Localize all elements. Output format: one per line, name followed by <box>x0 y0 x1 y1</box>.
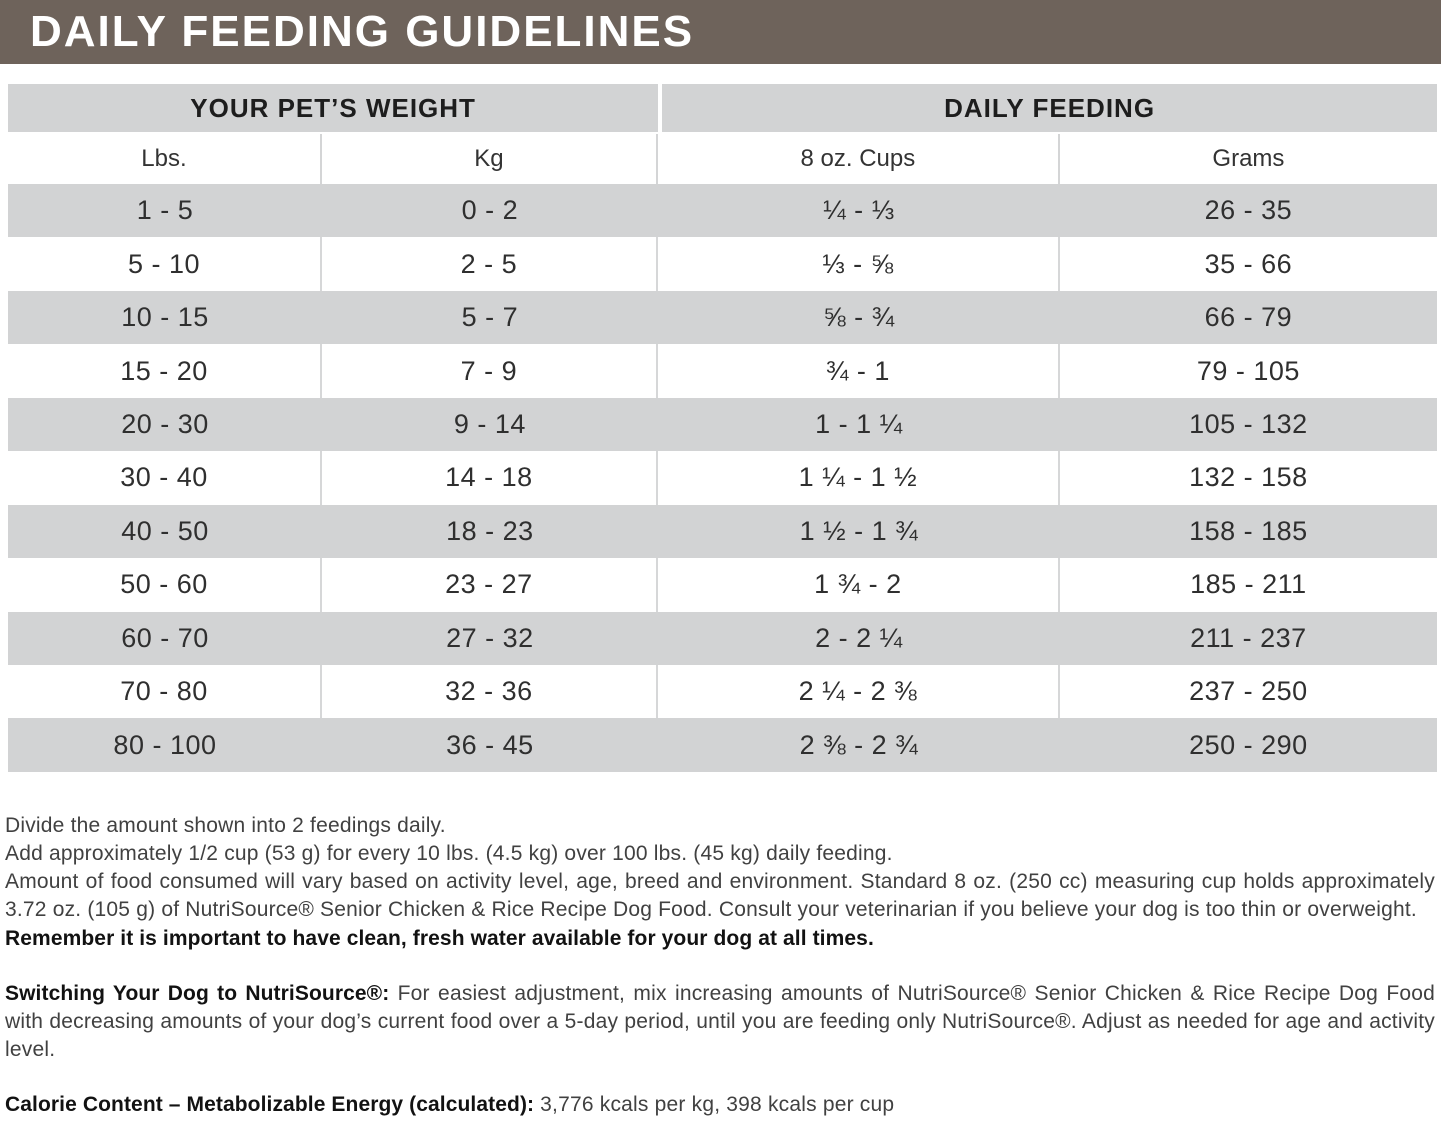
note-fresh-water: Remember it is important to have clean, fresh water available for your dog at all times. <box>5 926 874 950</box>
group-header-daily-feeding: DAILY FEEDING <box>662 84 1437 132</box>
cell-grams: 79 - 105 <box>1060 344 1437 397</box>
feeding-notes <box>5 812 1435 1120</box>
cell-grams: 66 - 79 <box>1060 291 1437 344</box>
column-header-lbs: Lbs. <box>8 134 322 184</box>
note-calorie-content <box>5 1091 1435 1119</box>
cell-lbs: 1 - 5 <box>8 184 322 237</box>
table-row <box>8 398 1437 451</box>
cell-cups: 1 - 1 ¼ <box>658 398 1060 451</box>
cell-kg: 7 - 9 <box>322 344 658 397</box>
cell-grams: 132 - 158 <box>1060 451 1437 504</box>
cell-grams: 158 - 185 <box>1060 505 1437 558</box>
calorie-label: Calorie Content – Metabolizable Energy (calculated): <box>5 1093 535 1117</box>
table-row <box>8 344 1437 397</box>
cell-kg: 32 - 36 <box>322 665 658 718</box>
table-column-header-row <box>8 134 1437 184</box>
table-row <box>8 451 1437 504</box>
cell-cups: ⅓ - ⅝ <box>658 237 1060 290</box>
table-row <box>8 291 1437 344</box>
cell-grams: 250 - 290 <box>1060 718 1437 771</box>
table-row <box>8 558 1437 611</box>
cell-lbs: 30 - 40 <box>8 451 322 504</box>
cell-cups: 2 - 2 ¼ <box>658 612 1060 665</box>
cell-kg: 2 - 5 <box>322 237 658 290</box>
cell-lbs: 20 - 30 <box>8 398 322 451</box>
table-row <box>8 237 1437 290</box>
cell-lbs: 70 - 80 <box>8 665 322 718</box>
table-row <box>8 505 1437 558</box>
cell-lbs: 10 - 15 <box>8 291 322 344</box>
notes-spacer <box>5 1064 1435 1091</box>
cell-kg: 9 - 14 <box>322 398 658 451</box>
cell-cups: ⅝ - ¾ <box>658 291 1060 344</box>
note-amount-varies: Amount of food consumed will vary based on activity level, age, breed and environment. Standard 8 oz. (250 cc) measuring cup holds approximately 3.72 oz. (105 g) of NutriSource® Senior Chicken & Rice Recipe Dog Food. Consult your veterinarian if you believe your dog is too thin or overweight. <box>5 870 1435 922</box>
switching-text: For easiest adjustment, mix increasing amounts of NutriSource® Senior Chicken & Rice Recipe Dog Food with decreasing amounts of your dog’s current food over a 5-day period, until you are feeding only NutriSource®. Adjust as needed for age and activity level. <box>5 981 1435 1062</box>
cell-lbs: 60 - 70 <box>8 612 322 665</box>
table-row <box>8 184 1437 237</box>
cell-cups: 1 ¼ - 1 ½ <box>658 451 1060 504</box>
cell-cups: 2 ⅜ - 2 ¾ <box>658 718 1060 771</box>
cell-kg: 27 - 32 <box>322 612 658 665</box>
note-add-half-cup: Add approximately 1/2 cup (53 g) for every 10 lbs. (4.5 kg) over 100 lbs. (45 kg) daily feeding. <box>5 842 893 866</box>
cell-grams: 211 - 237 <box>1060 612 1437 665</box>
cell-lbs: 50 - 60 <box>8 558 322 611</box>
cell-lbs: 5 - 10 <box>8 237 322 290</box>
cell-cups: 1 ¾ - 2 <box>658 558 1060 611</box>
cell-cups: 2 ¼ - 2 ⅜ <box>658 665 1060 718</box>
page-title: DAILY FEEDING GUIDELINES <box>30 7 695 56</box>
cell-grams: 237 - 250 <box>1060 665 1437 718</box>
cell-lbs: 80 - 100 <box>8 718 322 771</box>
table-group-header-row <box>8 84 1437 132</box>
cell-kg: 36 - 45 <box>322 718 658 771</box>
feeding-guidelines-table <box>8 84 1437 772</box>
cell-grams: 35 - 66 <box>1060 237 1437 290</box>
notes-spacer <box>5 953 1435 980</box>
group-header-pet-weight: YOUR PET’S WEIGHT <box>8 84 658 132</box>
cell-lbs: 40 - 50 <box>8 505 322 558</box>
cell-kg: 18 - 23 <box>322 505 658 558</box>
note-switching <box>5 980 1435 1065</box>
table-row <box>8 718 1437 771</box>
cell-cups: 1 ½ - 1 ¾ <box>658 505 1060 558</box>
switching-label: Switching Your Dog to NutriSource®: <box>5 981 390 1005</box>
column-header-kg: Kg <box>322 134 658 184</box>
cell-cups: ¼ - ⅓ <box>658 184 1060 237</box>
title-bar <box>0 0 1441 64</box>
calorie-text: 3,776 kcals per kg, 398 kcals per cup <box>534 1093 895 1117</box>
column-header-grams: Grams <box>1060 134 1437 184</box>
table-row <box>8 665 1437 718</box>
cell-kg: 23 - 27 <box>322 558 658 611</box>
cell-kg: 14 - 18 <box>322 451 658 504</box>
cell-kg: 0 - 2 <box>322 184 658 237</box>
table-row <box>8 612 1437 665</box>
cell-kg: 5 - 7 <box>322 291 658 344</box>
column-header-cups: 8 oz. Cups <box>658 134 1060 184</box>
cell-cups: ¾ - 1 <box>658 344 1060 397</box>
cell-grams: 185 - 211 <box>1060 558 1437 611</box>
note-divide-feedings: Divide the amount shown into 2 feedings daily. <box>5 813 446 837</box>
cell-grams: 26 - 35 <box>1060 184 1437 237</box>
cell-grams: 105 - 132 <box>1060 398 1437 451</box>
cell-lbs: 15 - 20 <box>8 344 322 397</box>
